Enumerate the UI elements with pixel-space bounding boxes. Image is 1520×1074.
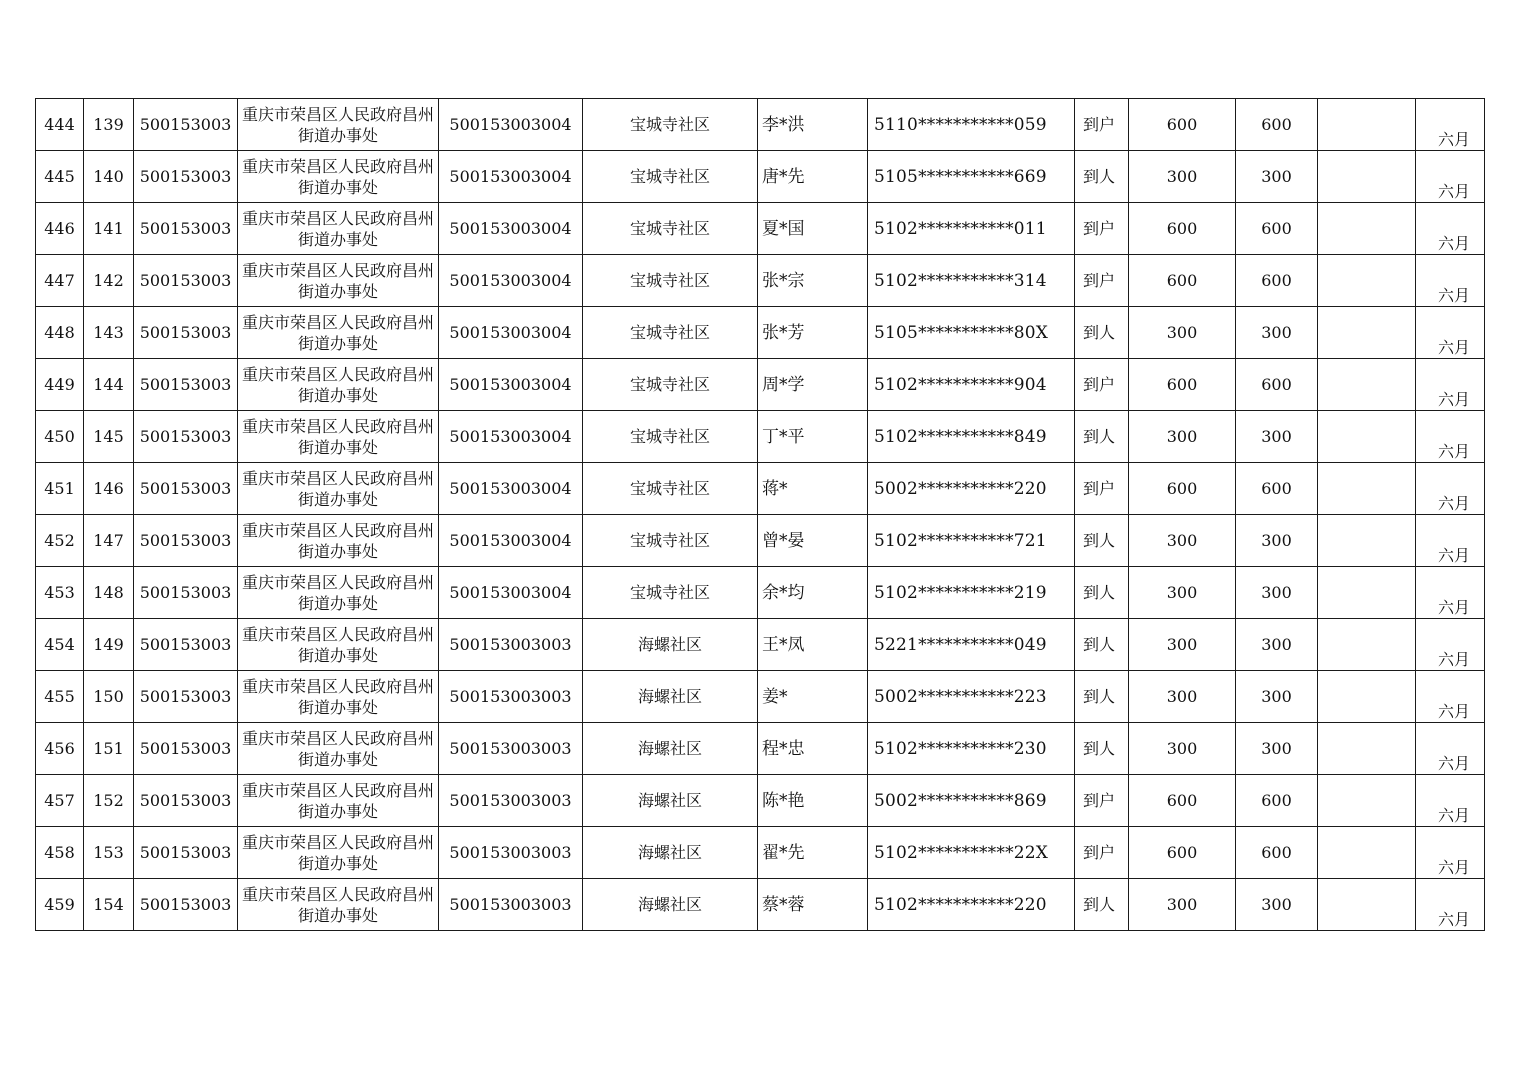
community-cell: 宝城寺社区 bbox=[583, 411, 758, 463]
community-cell: 海螺社区 bbox=[583, 775, 758, 827]
name-cell: 曾*晏 bbox=[758, 515, 868, 567]
sub-seq-cell: 151 bbox=[84, 723, 134, 775]
id-number-cell: 5102***********904 bbox=[868, 359, 1075, 411]
type-cell: 到户 bbox=[1075, 99, 1129, 151]
remark-cell bbox=[1318, 567, 1416, 619]
street-code-cell: 500153003 bbox=[134, 203, 238, 255]
amount-cell: 300 bbox=[1129, 619, 1236, 671]
community-code-cell: 500153003004 bbox=[439, 411, 583, 463]
month-cell: 六月 bbox=[1416, 307, 1485, 359]
community-cell: 海螺社区 bbox=[583, 827, 758, 879]
org-cell: 重庆市荣昌区人民政府昌州街道办事处 bbox=[238, 567, 439, 619]
amount-issued-cell: 600 bbox=[1236, 99, 1318, 151]
remark-cell bbox=[1318, 203, 1416, 255]
table-row bbox=[36, 99, 1485, 151]
id-number-cell: 5110***********059 bbox=[868, 99, 1075, 151]
id-number-cell: 5102***********22X bbox=[868, 827, 1075, 879]
sub-seq-cell: 144 bbox=[84, 359, 134, 411]
amount-issued-cell: 300 bbox=[1236, 515, 1318, 567]
id-number-cell: 5002***********869 bbox=[868, 775, 1075, 827]
name-cell: 蒋* bbox=[758, 463, 868, 515]
remark-cell bbox=[1318, 723, 1416, 775]
table-row bbox=[36, 359, 1485, 411]
seq-cell: 444 bbox=[36, 99, 84, 151]
type-cell: 到户 bbox=[1075, 255, 1129, 307]
street-code-cell: 500153003 bbox=[134, 515, 238, 567]
street-code-cell: 500153003 bbox=[134, 463, 238, 515]
sub-seq-cell: 142 bbox=[84, 255, 134, 307]
amount-cell: 600 bbox=[1129, 827, 1236, 879]
org-cell: 重庆市荣昌区人民政府昌州街道办事处 bbox=[238, 723, 439, 775]
amount-cell: 600 bbox=[1129, 255, 1236, 307]
month-cell: 六月 bbox=[1416, 515, 1485, 567]
street-code-cell: 500153003 bbox=[134, 827, 238, 879]
amount-issued-cell: 300 bbox=[1236, 567, 1318, 619]
id-number-cell: 5102***********011 bbox=[868, 203, 1075, 255]
amount-issued-cell: 600 bbox=[1236, 203, 1318, 255]
type-cell: 到人 bbox=[1075, 671, 1129, 723]
remark-cell bbox=[1318, 775, 1416, 827]
community-code-cell: 500153003003 bbox=[439, 619, 583, 671]
month-cell: 六月 bbox=[1416, 151, 1485, 203]
street-code-cell: 500153003 bbox=[134, 151, 238, 203]
month-cell: 六月 bbox=[1416, 359, 1485, 411]
month-cell: 六月 bbox=[1416, 99, 1485, 151]
name-cell: 丁*平 bbox=[758, 411, 868, 463]
community-cell: 海螺社区 bbox=[583, 671, 758, 723]
org-cell: 重庆市荣昌区人民政府昌州街道办事处 bbox=[238, 203, 439, 255]
table-row bbox=[36, 151, 1485, 203]
sub-seq-cell: 148 bbox=[84, 567, 134, 619]
type-cell: 到人 bbox=[1075, 879, 1129, 931]
remark-cell bbox=[1318, 359, 1416, 411]
table-row bbox=[36, 567, 1485, 619]
amount-issued-cell: 600 bbox=[1236, 827, 1318, 879]
table-row bbox=[36, 255, 1485, 307]
table-row bbox=[36, 879, 1485, 931]
org-cell: 重庆市荣昌区人民政府昌州街道办事处 bbox=[238, 99, 439, 151]
type-cell: 到户 bbox=[1075, 463, 1129, 515]
street-code-cell: 500153003 bbox=[134, 879, 238, 931]
sub-seq-cell: 146 bbox=[84, 463, 134, 515]
amount-issued-cell: 600 bbox=[1236, 463, 1318, 515]
seq-cell: 446 bbox=[36, 203, 84, 255]
month-cell: 六月 bbox=[1416, 775, 1485, 827]
table-row bbox=[36, 203, 1485, 255]
community-cell: 宝城寺社区 bbox=[583, 515, 758, 567]
seq-cell: 447 bbox=[36, 255, 84, 307]
id-number-cell: 5002***********223 bbox=[868, 671, 1075, 723]
amount-issued-cell: 600 bbox=[1236, 255, 1318, 307]
amount-cell: 600 bbox=[1129, 99, 1236, 151]
month-cell: 六月 bbox=[1416, 723, 1485, 775]
amount-issued-cell: 600 bbox=[1236, 359, 1318, 411]
amount-cell: 600 bbox=[1129, 359, 1236, 411]
seq-cell: 456 bbox=[36, 723, 84, 775]
community-code-cell: 500153003003 bbox=[439, 879, 583, 931]
seq-cell: 455 bbox=[36, 671, 84, 723]
type-cell: 到人 bbox=[1075, 619, 1129, 671]
id-number-cell: 5105***********669 bbox=[868, 151, 1075, 203]
data-table bbox=[35, 98, 1485, 931]
org-cell: 重庆市荣昌区人民政府昌州街道办事处 bbox=[238, 879, 439, 931]
amount-cell: 600 bbox=[1129, 203, 1236, 255]
seq-cell: 445 bbox=[36, 151, 84, 203]
id-number-cell: 5102***********721 bbox=[868, 515, 1075, 567]
month-cell: 六月 bbox=[1416, 619, 1485, 671]
name-cell: 陈*艳 bbox=[758, 775, 868, 827]
month-cell: 六月 bbox=[1416, 255, 1485, 307]
name-cell: 唐*先 bbox=[758, 151, 868, 203]
org-cell: 重庆市荣昌区人民政府昌州街道办事处 bbox=[238, 775, 439, 827]
sub-seq-cell: 141 bbox=[84, 203, 134, 255]
name-cell: 蔡*蓉 bbox=[758, 879, 868, 931]
amount-cell: 300 bbox=[1129, 567, 1236, 619]
sub-seq-cell: 139 bbox=[84, 99, 134, 151]
id-number-cell: 5102***********219 bbox=[868, 567, 1075, 619]
amount-issued-cell: 300 bbox=[1236, 671, 1318, 723]
amount-cell: 300 bbox=[1129, 671, 1236, 723]
sub-seq-cell: 147 bbox=[84, 515, 134, 567]
street-code-cell: 500153003 bbox=[134, 567, 238, 619]
seq-cell: 452 bbox=[36, 515, 84, 567]
type-cell: 到户 bbox=[1075, 203, 1129, 255]
name-cell: 翟*先 bbox=[758, 827, 868, 879]
org-cell: 重庆市荣昌区人民政府昌州街道办事处 bbox=[238, 515, 439, 567]
org-cell: 重庆市荣昌区人民政府昌州街道办事处 bbox=[238, 671, 439, 723]
name-cell: 夏*国 bbox=[758, 203, 868, 255]
sub-seq-cell: 150 bbox=[84, 671, 134, 723]
amount-cell: 300 bbox=[1129, 879, 1236, 931]
remark-cell bbox=[1318, 411, 1416, 463]
seq-cell: 459 bbox=[36, 879, 84, 931]
community-code-cell: 500153003004 bbox=[439, 567, 583, 619]
org-cell: 重庆市荣昌区人民政府昌州街道办事处 bbox=[238, 463, 439, 515]
name-cell: 程*忠 bbox=[758, 723, 868, 775]
street-code-cell: 500153003 bbox=[134, 307, 238, 359]
community-code-cell: 500153003004 bbox=[439, 463, 583, 515]
amount-cell: 300 bbox=[1129, 151, 1236, 203]
community-code-cell: 500153003003 bbox=[439, 723, 583, 775]
month-cell: 六月 bbox=[1416, 567, 1485, 619]
community-code-cell: 500153003004 bbox=[439, 255, 583, 307]
org-cell: 重庆市荣昌区人民政府昌州街道办事处 bbox=[238, 307, 439, 359]
type-cell: 到户 bbox=[1075, 775, 1129, 827]
amount-issued-cell: 300 bbox=[1236, 879, 1318, 931]
remark-cell bbox=[1318, 671, 1416, 723]
community-code-cell: 500153003003 bbox=[439, 671, 583, 723]
amount-cell: 300 bbox=[1129, 307, 1236, 359]
id-number-cell: 5102***********314 bbox=[868, 255, 1075, 307]
amount-issued-cell: 300 bbox=[1236, 723, 1318, 775]
month-cell: 六月 bbox=[1416, 671, 1485, 723]
community-code-cell: 500153003004 bbox=[439, 203, 583, 255]
amount-issued-cell: 600 bbox=[1236, 775, 1318, 827]
sub-seq-cell: 145 bbox=[84, 411, 134, 463]
id-number-cell: 5221***********049 bbox=[868, 619, 1075, 671]
amount-cell: 600 bbox=[1129, 463, 1236, 515]
sub-seq-cell: 149 bbox=[84, 619, 134, 671]
community-cell: 海螺社区 bbox=[583, 879, 758, 931]
community-code-cell: 500153003004 bbox=[439, 307, 583, 359]
type-cell: 到人 bbox=[1075, 723, 1129, 775]
amount-issued-cell: 300 bbox=[1236, 619, 1318, 671]
seq-cell: 449 bbox=[36, 359, 84, 411]
community-cell: 宝城寺社区 bbox=[583, 307, 758, 359]
org-cell: 重庆市荣昌区人民政府昌州街道办事处 bbox=[238, 255, 439, 307]
sub-seq-cell: 152 bbox=[84, 775, 134, 827]
table-row bbox=[36, 671, 1485, 723]
table-body bbox=[36, 99, 1485, 931]
sub-seq-cell: 140 bbox=[84, 151, 134, 203]
type-cell: 到人 bbox=[1075, 307, 1129, 359]
id-number-cell: 5102***********849 bbox=[868, 411, 1075, 463]
table-row bbox=[36, 307, 1485, 359]
community-cell: 海螺社区 bbox=[583, 619, 758, 671]
remark-cell bbox=[1318, 255, 1416, 307]
type-cell: 到户 bbox=[1075, 359, 1129, 411]
community-code-cell: 500153003003 bbox=[439, 827, 583, 879]
month-cell: 六月 bbox=[1416, 827, 1485, 879]
community-cell: 海螺社区 bbox=[583, 723, 758, 775]
table-row bbox=[36, 827, 1485, 879]
type-cell: 到人 bbox=[1075, 515, 1129, 567]
id-number-cell: 5105***********80X bbox=[868, 307, 1075, 359]
remark-cell bbox=[1318, 827, 1416, 879]
community-cell: 宝城寺社区 bbox=[583, 463, 758, 515]
table-row bbox=[36, 775, 1485, 827]
type-cell: 到人 bbox=[1075, 151, 1129, 203]
amount-cell: 300 bbox=[1129, 411, 1236, 463]
amount-cell: 300 bbox=[1129, 515, 1236, 567]
type-cell: 到人 bbox=[1075, 567, 1129, 619]
table-row bbox=[36, 515, 1485, 567]
id-number-cell: 5102***********230 bbox=[868, 723, 1075, 775]
community-cell: 宝城寺社区 bbox=[583, 359, 758, 411]
seq-cell: 457 bbox=[36, 775, 84, 827]
name-cell: 张*宗 bbox=[758, 255, 868, 307]
name-cell: 张*芳 bbox=[758, 307, 868, 359]
table-row bbox=[36, 619, 1485, 671]
amount-cell: 600 bbox=[1129, 775, 1236, 827]
id-number-cell: 5002***********220 bbox=[868, 463, 1075, 515]
community-code-cell: 500153003003 bbox=[439, 775, 583, 827]
seq-cell: 448 bbox=[36, 307, 84, 359]
name-cell: 李*洪 bbox=[758, 99, 868, 151]
org-cell: 重庆市荣昌区人民政府昌州街道办事处 bbox=[238, 411, 439, 463]
street-code-cell: 500153003 bbox=[134, 255, 238, 307]
community-code-cell: 500153003004 bbox=[439, 99, 583, 151]
remark-cell bbox=[1318, 879, 1416, 931]
month-cell: 六月 bbox=[1416, 463, 1485, 515]
community-cell: 宝城寺社区 bbox=[583, 203, 758, 255]
org-cell: 重庆市荣昌区人民政府昌州街道办事处 bbox=[238, 827, 439, 879]
community-cell: 宝城寺社区 bbox=[583, 151, 758, 203]
seq-cell: 450 bbox=[36, 411, 84, 463]
remark-cell bbox=[1318, 463, 1416, 515]
street-code-cell: 500153003 bbox=[134, 359, 238, 411]
amount-issued-cell: 300 bbox=[1236, 151, 1318, 203]
street-code-cell: 500153003 bbox=[134, 99, 238, 151]
remark-cell bbox=[1318, 619, 1416, 671]
type-cell: 到人 bbox=[1075, 411, 1129, 463]
street-code-cell: 500153003 bbox=[134, 723, 238, 775]
sub-seq-cell: 143 bbox=[84, 307, 134, 359]
table-row bbox=[36, 463, 1485, 515]
seq-cell: 453 bbox=[36, 567, 84, 619]
org-cell: 重庆市荣昌区人民政府昌州街道办事处 bbox=[238, 359, 439, 411]
community-code-cell: 500153003004 bbox=[439, 515, 583, 567]
community-cell: 宝城寺社区 bbox=[583, 255, 758, 307]
sub-seq-cell: 153 bbox=[84, 827, 134, 879]
seq-cell: 451 bbox=[36, 463, 84, 515]
community-code-cell: 500153003004 bbox=[439, 359, 583, 411]
amount-issued-cell: 300 bbox=[1236, 307, 1318, 359]
remark-cell bbox=[1318, 151, 1416, 203]
month-cell: 六月 bbox=[1416, 411, 1485, 463]
seq-cell: 458 bbox=[36, 827, 84, 879]
month-cell: 六月 bbox=[1416, 879, 1485, 931]
name-cell: 姜* bbox=[758, 671, 868, 723]
table-row bbox=[36, 411, 1485, 463]
remark-cell bbox=[1318, 99, 1416, 151]
street-code-cell: 500153003 bbox=[134, 775, 238, 827]
street-code-cell: 500153003 bbox=[134, 411, 238, 463]
community-cell: 宝城寺社区 bbox=[583, 567, 758, 619]
org-cell: 重庆市荣昌区人民政府昌州街道办事处 bbox=[238, 619, 439, 671]
remark-cell bbox=[1318, 307, 1416, 359]
street-code-cell: 500153003 bbox=[134, 671, 238, 723]
name-cell: 周*学 bbox=[758, 359, 868, 411]
table-row bbox=[36, 723, 1485, 775]
amount-issued-cell: 300 bbox=[1236, 411, 1318, 463]
amount-cell: 300 bbox=[1129, 723, 1236, 775]
sub-seq-cell: 154 bbox=[84, 879, 134, 931]
community-cell: 宝城寺社区 bbox=[583, 99, 758, 151]
type-cell: 到户 bbox=[1075, 827, 1129, 879]
org-cell: 重庆市荣昌区人民政府昌州街道办事处 bbox=[238, 151, 439, 203]
seq-cell: 454 bbox=[36, 619, 84, 671]
remark-cell bbox=[1318, 515, 1416, 567]
name-cell: 王*凤 bbox=[758, 619, 868, 671]
community-code-cell: 500153003004 bbox=[439, 151, 583, 203]
month-cell: 六月 bbox=[1416, 203, 1485, 255]
street-code-cell: 500153003 bbox=[134, 619, 238, 671]
id-number-cell: 5102***********220 bbox=[868, 879, 1075, 931]
name-cell: 余*均 bbox=[758, 567, 868, 619]
